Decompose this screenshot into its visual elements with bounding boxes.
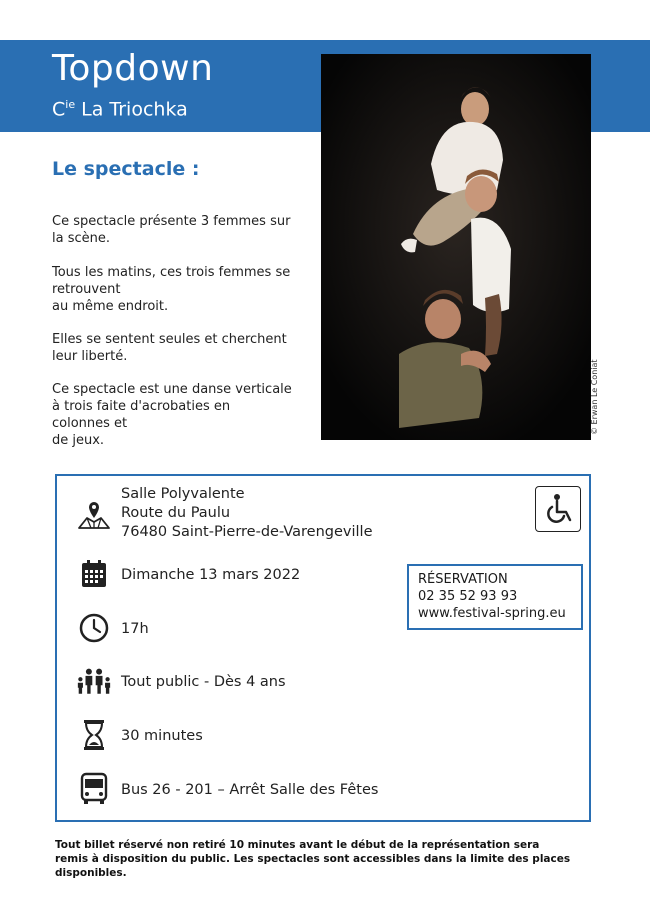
description-paragraph-3: Elles se sentent seules et cherchent leur liberté. bbox=[52, 332, 287, 364]
date-text: Dimanche 13 mars 2022 bbox=[121, 567, 301, 583]
wheelchair-icon bbox=[535, 486, 581, 532]
calendar-icon bbox=[77, 557, 111, 591]
address-row bbox=[77, 498, 111, 532]
audience-row bbox=[77, 664, 111, 698]
description-paragraph-2: Tous les matins, ces trois femmes se retrouvent au même endroit. bbox=[52, 265, 291, 314]
family-icon bbox=[77, 664, 111, 698]
map-icon bbox=[77, 498, 111, 532]
duration-text: 30 minutes bbox=[121, 728, 203, 744]
company-label: La Triochka bbox=[81, 98, 188, 121]
description-paragraph-4: Ce spectacle est une danse verticale à trois faite d'acrobaties en colonnes et de jeux. bbox=[52, 382, 292, 448]
duration-row bbox=[77, 718, 111, 752]
company-prefix: C bbox=[52, 98, 66, 121]
company-name bbox=[52, 98, 188, 120]
dancers-illustration bbox=[321, 54, 591, 440]
bus-text: Bus 26 - 201 – Arrêt Salle des Fêtes bbox=[121, 782, 379, 798]
reservation-box bbox=[407, 564, 583, 630]
reservation-website[interactable]: www.festival-spring.eu bbox=[418, 606, 566, 621]
photo-credit: © Erwan Le Coniat bbox=[590, 359, 599, 435]
bus-row bbox=[77, 772, 111, 806]
practical-info-box bbox=[55, 474, 591, 822]
reservation-phone[interactable]: 02 35 52 93 93 bbox=[418, 589, 518, 604]
footer-notice: Tout billet réservé non retiré 10 minutes avant le début de la représentation sera remis à disposition du public. Les spectacles sont accessibles dans la limite des places disponibles. bbox=[55, 839, 571, 879]
company-sup: ie bbox=[65, 98, 76, 111]
description-paragraph-1: Ce spectacle présente 3 femmes sur la scène. bbox=[52, 214, 291, 246]
show-photo bbox=[321, 54, 591, 440]
time-text: 17h bbox=[121, 621, 149, 637]
section-heading: Le spectacle : bbox=[52, 158, 200, 180]
clock-icon bbox=[77, 611, 111, 645]
reservation-label: RÉSERVATION bbox=[418, 572, 508, 587]
bus-icon bbox=[77, 772, 111, 806]
show-title: Topdown bbox=[52, 48, 214, 89]
time-row bbox=[77, 611, 111, 645]
address-text: Salle Polyvalente Route du Paulu 76480 Saint-Pierre-de-Varengeville bbox=[121, 486, 373, 540]
hourglass-icon bbox=[77, 718, 111, 752]
date-row bbox=[77, 557, 111, 591]
audience-text: Tout public - Dès 4 ans bbox=[121, 674, 286, 690]
